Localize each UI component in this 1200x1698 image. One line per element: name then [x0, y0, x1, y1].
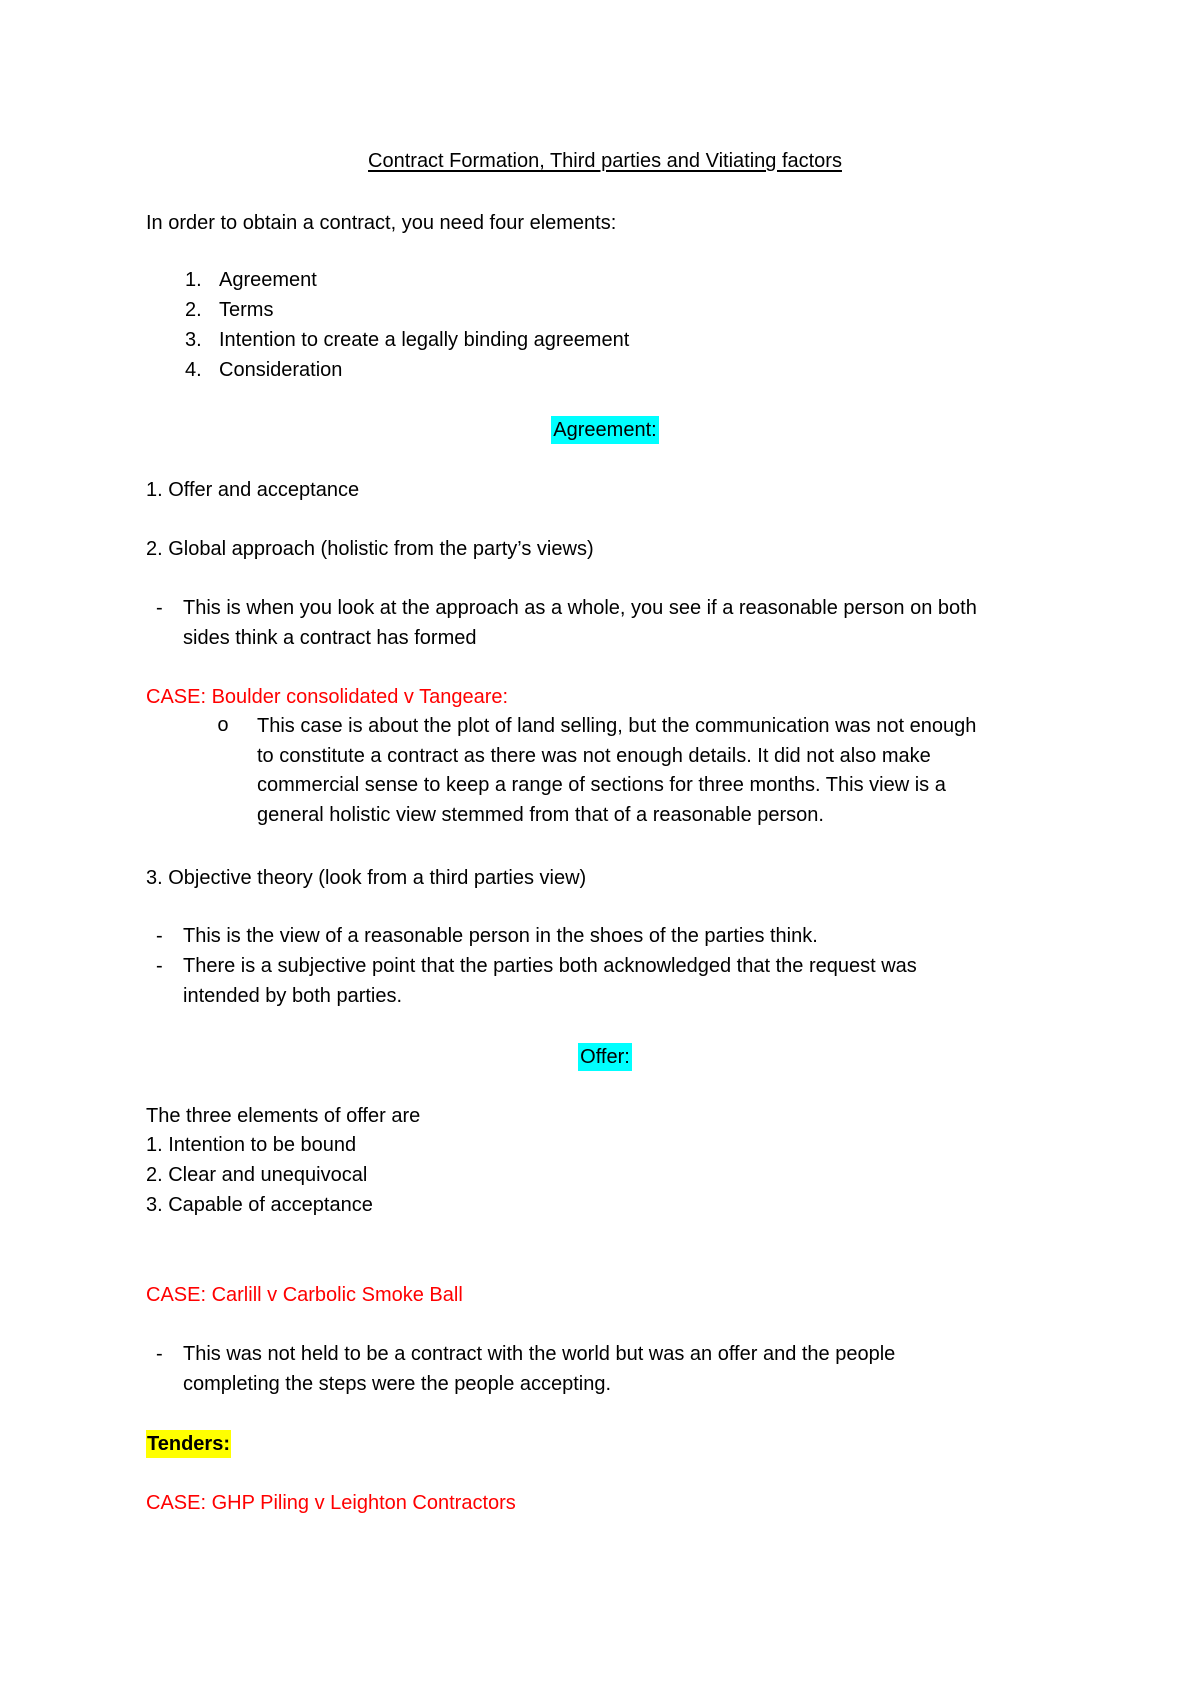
- dash-bullet: [156, 1340, 895, 1399]
- agreement-point-2: 2. Global approach (holistic from the party’s views): [146, 538, 594, 560]
- dash-marker: -: [156, 1343, 163, 1365]
- dash-bullet: [156, 594, 977, 653]
- bullet-line: intended by both parties.: [183, 984, 403, 1007]
- offer-element: 3. Capable of acceptance: [146, 1194, 373, 1216]
- document-title: Contract Formation, Third parties and Vitiating factors: [368, 150, 842, 172]
- bullet-line: commercial sense to keep a range of sections for three months. This view is a: [257, 774, 946, 796]
- case-boulder-label: CASE: Boulder consolidated v Tangeare:: [146, 686, 509, 708]
- list-text: Terms: [219, 299, 274, 321]
- offer-element: 1. Intention to be bound: [146, 1134, 357, 1156]
- agreement-point-1: 1. Offer and acceptance: [146, 479, 360, 501]
- bullet-line: sides think a contract has formed: [183, 626, 477, 649]
- bullet-line: to constitute a contract as there was not enough details. It did not also make: [257, 744, 931, 767]
- offer-heading-row: [146, 1042, 1064, 1072]
- list-text: Consideration: [219, 359, 343, 381]
- list-item: [185, 355, 342, 385]
- agreement-point-3: 3. Objective theory (look from a third parties view): [146, 867, 587, 889]
- intro-text: In order to obtain a contract, you need four elements:: [146, 212, 617, 234]
- bullet-line: This case is about the plot of land selling, but the communication was not enough: [257, 715, 977, 737]
- bullet-text: [257, 712, 976, 830]
- offer-heading: Offer:: [578, 1043, 632, 1071]
- tenders-heading: Tenders:: [146, 1430, 231, 1458]
- bullet-text: [183, 594, 977, 653]
- bullet-line: There is a subjective point that the parties both acknowledged that the request was: [183, 955, 917, 977]
- bullet-line: This was not held to be a contract with the world but was an offer and the people: [183, 1343, 896, 1365]
- bullet-text: [183, 1340, 895, 1399]
- list-text: Agreement: [219, 269, 317, 291]
- offer-element: 2. Clear and unequivocal: [146, 1164, 368, 1186]
- agreement-heading: Agreement:: [551, 416, 658, 444]
- dash-marker: -: [156, 955, 163, 977]
- list-item: [185, 295, 273, 325]
- dash-bullet: [156, 952, 917, 1011]
- bullet-line: This is when you look at the approach as a whole, you see if a reasonable person on both: [183, 597, 977, 619]
- document-title-row: [146, 146, 1064, 176]
- case-ghp-label: CASE: GHP Piling v Leighton Contractors: [146, 1492, 516, 1514]
- agreement-heading-row: [146, 415, 1064, 445]
- bullet-text: [183, 952, 917, 1011]
- dash-marker: -: [156, 925, 163, 947]
- list-number: 3.: [185, 329, 202, 351]
- list-number: 1.: [185, 269, 202, 291]
- bullet-text: [183, 922, 818, 952]
- bullet-line: This is the view of a reasonable person in the shoes of the parties think.: [183, 925, 818, 947]
- bullet-line: completing the steps were the people accepting.: [183, 1372, 612, 1395]
- list-item: [185, 325, 629, 355]
- list-number: 4.: [185, 359, 202, 381]
- list-text: Intention to create a legally binding agreement: [219, 329, 630, 351]
- tenders-heading-row: [146, 1429, 231, 1459]
- list-item: [185, 265, 317, 295]
- list-number: 2.: [185, 299, 202, 321]
- dash-bullet: [156, 922, 818, 952]
- circle-marker: o: [217, 715, 230, 738]
- dash-marker: -: [156, 597, 163, 619]
- case-carlill-label: CASE: Carlill v Carbolic Smoke Ball: [146, 1284, 463, 1306]
- offer-intro: The three elements of offer are: [146, 1105, 421, 1127]
- bullet-line: general holistic view stemmed from that of a reasonable person.: [257, 803, 824, 826]
- circle-bullet: [217, 712, 976, 830]
